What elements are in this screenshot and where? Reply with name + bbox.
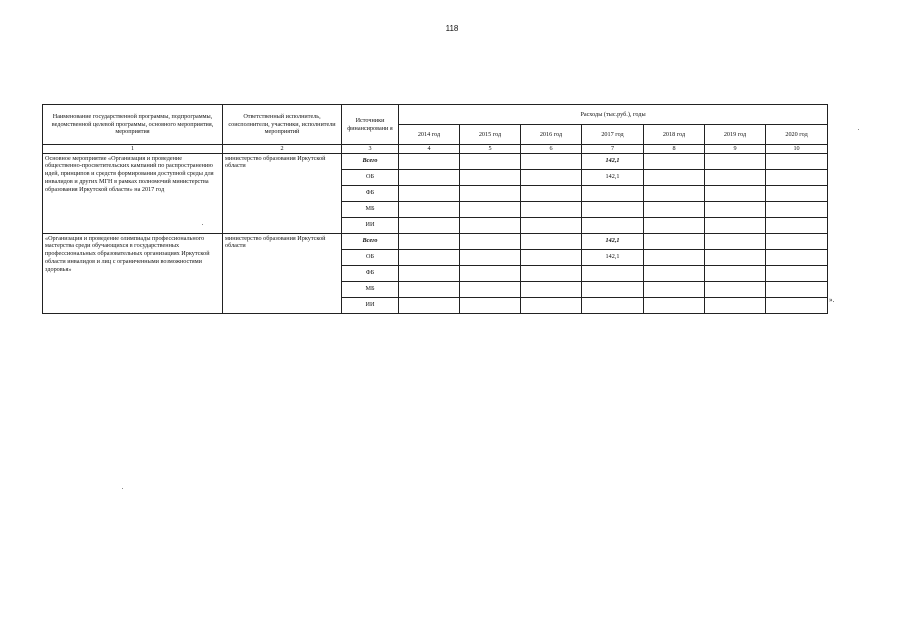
expense-cell (399, 281, 460, 297)
funding-row (43, 233, 828, 249)
year-header: 2016 год (521, 125, 582, 145)
header-source: Источники финансировани я (342, 105, 399, 145)
expense-cell (521, 217, 582, 233)
year-header: 2018 год (644, 125, 705, 145)
column-number: 9 (705, 145, 766, 154)
funding-source: ИИ (342, 297, 399, 313)
expense-cell (582, 265, 644, 281)
expense-cell (460, 153, 521, 169)
expense-cell: 142,1 (582, 153, 644, 169)
expense-cell (460, 265, 521, 281)
expense-cell (644, 249, 705, 265)
funding-source: МБ (342, 201, 399, 217)
activity-executor: министерство образования Иркутской области (223, 153, 342, 233)
expense-cell (644, 169, 705, 185)
expense-cell (399, 217, 460, 233)
expense-cell (705, 265, 766, 281)
expense-cell (644, 265, 705, 281)
funding-source: ФБ (342, 185, 399, 201)
expense-cell: 142,1 (582, 249, 644, 265)
expense-cell (705, 201, 766, 217)
expense-cell (766, 249, 828, 265)
expense-cell (766, 201, 828, 217)
year-header: 2019 год (705, 125, 766, 145)
expense-cell (521, 281, 582, 297)
column-number: 10 (766, 145, 828, 154)
header-expenses: Расходы (тыс.руб.), годы (399, 105, 828, 125)
expense-cell (521, 185, 582, 201)
expense-cell (460, 201, 521, 217)
column-number: 5 (460, 145, 521, 154)
expense-cell (399, 233, 460, 249)
funding-source: ОБ (342, 249, 399, 265)
column-number: 1 (43, 145, 223, 154)
expense-cell (460, 297, 521, 313)
expense-cell (766, 153, 828, 169)
expense-cell (582, 217, 644, 233)
funding-source: ОБ (342, 169, 399, 185)
expense-cell (460, 233, 521, 249)
expense-cell (521, 153, 582, 169)
activity-body (43, 153, 828, 313)
column-number: 4 (399, 145, 460, 154)
expense-cell (766, 217, 828, 233)
column-number: 3 (342, 145, 399, 154)
expense-cell (582, 201, 644, 217)
expense-cell (521, 297, 582, 313)
expense-cell (644, 201, 705, 217)
year-header: 2017 год (582, 125, 644, 145)
expense-cell (521, 233, 582, 249)
expense-cell (582, 297, 644, 313)
expense-cell (460, 217, 521, 233)
expense-cell (705, 217, 766, 233)
closing-quote-mark: ». (829, 296, 835, 304)
expense-cell (766, 265, 828, 281)
expense-cell (399, 265, 460, 281)
funding-row (43, 153, 828, 169)
funding-source: ФБ (342, 265, 399, 281)
header-name: Наименование государственной программы, подпрограммы, ведомственной целевой программы, основного мероприятия, мероприятия (43, 105, 223, 145)
expense-cell (399, 153, 460, 169)
expense-cell (460, 169, 521, 185)
funding-source: Всего (342, 233, 399, 249)
expense-cell: 142,1 (582, 169, 644, 185)
expense-cell (705, 169, 766, 185)
year-header: 2020 год (766, 125, 828, 145)
expense-cell (399, 297, 460, 313)
header-executor: Ответственный исполнитель, соисполнители, участники, исполнители мероприятий (223, 105, 342, 145)
expense-cell (705, 249, 766, 265)
page-number: 118 (445, 24, 459, 33)
scan-speck (858, 129, 859, 130)
activity-name: Основное мероприятие «Организация и проведение общественно-просветительских кампаний по распространению идей, принципов и средств формирования доступной среды для инвалидов и других МГН в рамках полномочий министерства образования Иркутской области» на 2017 год (43, 153, 223, 233)
expense-cell (399, 185, 460, 201)
column-number: 6 (521, 145, 582, 154)
funding-source: ИИ (342, 217, 399, 233)
column-number: 7 (582, 145, 644, 154)
expense-cell (705, 185, 766, 201)
scan-speck (122, 488, 123, 489)
scan-speck (202, 224, 203, 225)
expense-cell (766, 185, 828, 201)
expense-cell (582, 281, 644, 297)
activity-executor: министерство образования Иркутской области (223, 233, 342, 313)
expense-cell (460, 185, 521, 201)
expense-cell (399, 169, 460, 185)
expense-cell (705, 281, 766, 297)
budget-table (42, 104, 828, 314)
column-number: 8 (644, 145, 705, 154)
expense-cell (705, 233, 766, 249)
expense-cell (521, 249, 582, 265)
expense-cell (399, 201, 460, 217)
expense-cell (766, 281, 828, 297)
expense-cell (644, 281, 705, 297)
expense-cell (705, 153, 766, 169)
column-number: 2 (223, 145, 342, 154)
expense-cell (766, 169, 828, 185)
expense-cell (644, 217, 705, 233)
expense-cell (521, 201, 582, 217)
expense-cell (521, 265, 582, 281)
funding-source: Всего (342, 153, 399, 169)
expense-cell (644, 185, 705, 201)
activity-name: «Организация и проведение олимпиады профессионального мастерства среди обучающихся в государственных профессиональных образовательных организациях Иркутской области инвалидов и лиц с ограниченными возможностями здоровья» (43, 233, 223, 313)
expense-cell (766, 297, 828, 313)
year-header: 2014 год (399, 125, 460, 145)
expense-cell (460, 249, 521, 265)
expense-cell (460, 281, 521, 297)
expense-cell: 142,1 (582, 233, 644, 249)
expense-cell (705, 297, 766, 313)
funding-source: МБ (342, 281, 399, 297)
expense-cell (766, 233, 828, 249)
expense-cell (644, 233, 705, 249)
expense-cell (399, 249, 460, 265)
expense-cell (644, 297, 705, 313)
year-header: 2015 год (460, 125, 521, 145)
expense-cell (521, 169, 582, 185)
expense-cell (582, 185, 644, 201)
expense-cell (644, 153, 705, 169)
